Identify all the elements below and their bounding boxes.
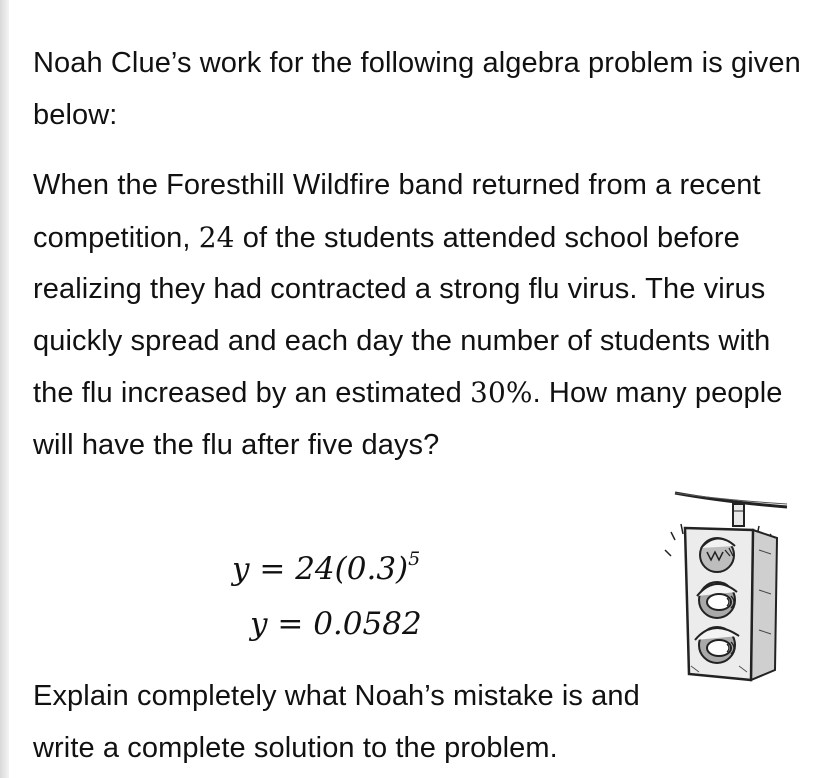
page-edge [0,0,9,778]
problem-part-2: of the students attended school before realizing they had contracted a strong flu virus. The virus quickly spread and each day the number of students with the flu increased by an estimated [33,221,771,409]
question-prompt: Explain completely what Noah’s mistake is and write a complete solution to the problem. [33,680,640,764]
students-count: 24 [198,220,235,254]
equation-1-exponent: 5 [408,548,421,570]
equation-line-1 [232,548,420,587]
equation-line-2: y = 0.0582 [250,606,422,642]
traffic-light-icon [655,490,795,690]
problem-text [33,160,793,471]
equation-1-base: y = 24(0.3) [232,551,409,587]
problem-part-1: When the Foresthill Wildfire band returned from a recent competition, [33,169,761,254]
problem-part-3: . How many people will have the flu after five days? [33,377,783,461]
intro-text: Noah Clue’s work for the following algebra problem is given below: [33,47,801,131]
growth-percent: 30% [470,376,533,409]
